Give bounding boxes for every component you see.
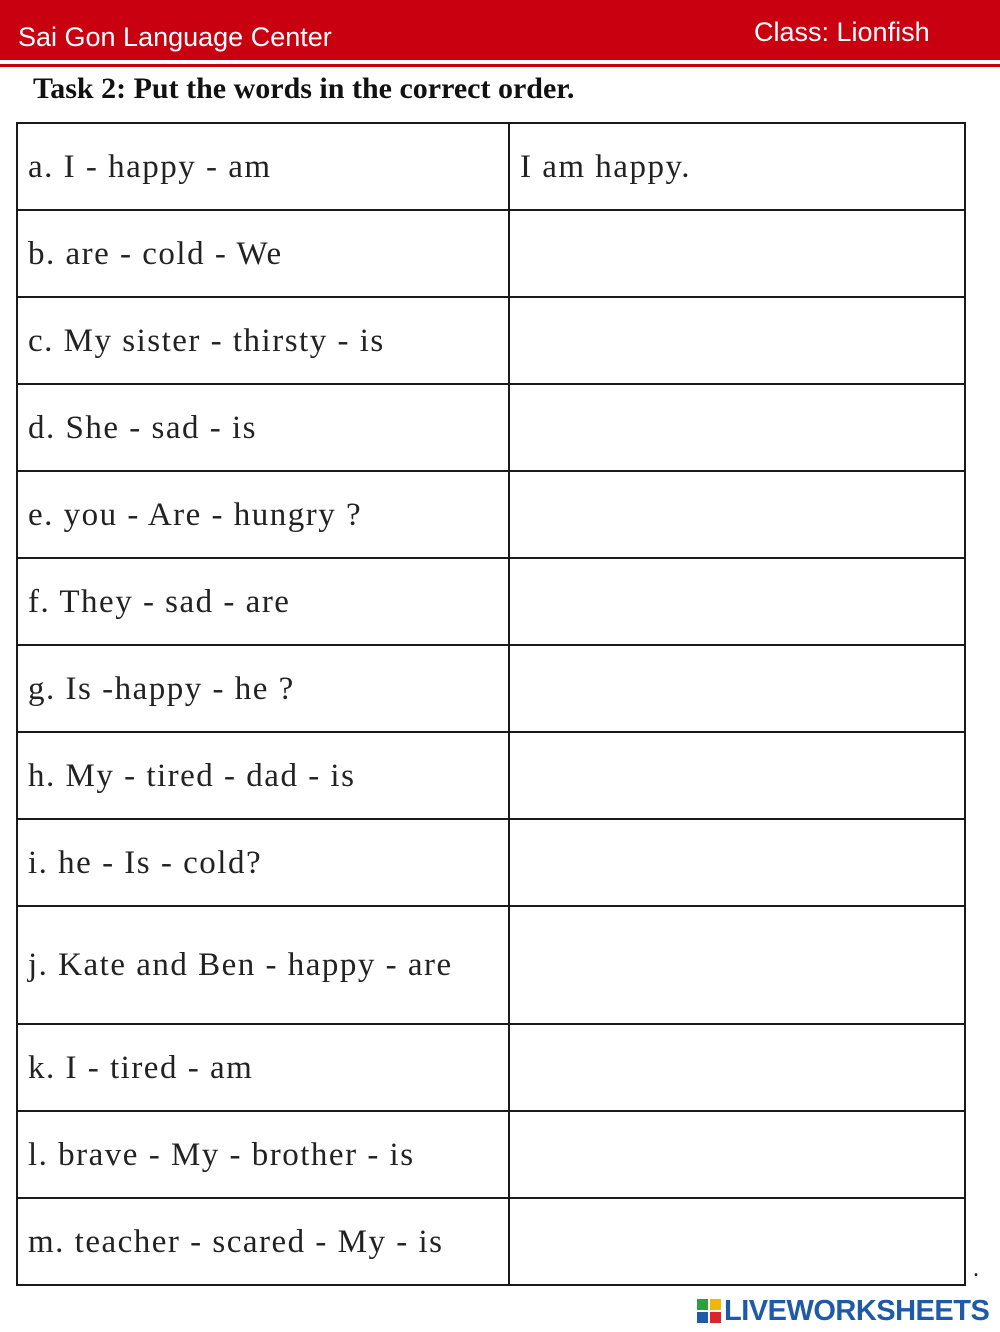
table-row bbox=[17, 210, 965, 297]
prompt-cell: h. My - tired - dad - is bbox=[17, 732, 509, 819]
prompt-cell: m. teacher - scared - My - is bbox=[17, 1198, 509, 1285]
answer-field[interactable] bbox=[509, 210, 965, 297]
prompt-cell: l. brave - My - brother - is bbox=[17, 1111, 509, 1198]
answer-field[interactable]: I am happy. bbox=[509, 123, 965, 210]
table-row bbox=[17, 1198, 965, 1285]
prompt-cell: k. I - tired - am bbox=[17, 1024, 509, 1111]
prompt-cell: g. Is -happy - he ? bbox=[17, 645, 509, 732]
answer-field[interactable] bbox=[509, 1111, 965, 1198]
logo-text: LIVEWORKSHEETS bbox=[724, 1294, 990, 1327]
answer-field[interactable] bbox=[509, 1198, 965, 1285]
table-row bbox=[17, 906, 965, 1024]
table-row bbox=[17, 1111, 965, 1198]
table-row bbox=[17, 1024, 965, 1111]
prompt-cell: c. My sister - thirsty - is bbox=[17, 297, 509, 384]
table-row bbox=[17, 471, 965, 558]
prompt-cell: j. Kate and Ben - happy - are bbox=[17, 906, 509, 1024]
table-row bbox=[17, 558, 965, 645]
header-bar bbox=[0, 0, 1000, 60]
prompt-cell: f. They - sad - are bbox=[17, 558, 509, 645]
trailing-mark: . bbox=[973, 1256, 979, 1282]
task-title: Task 2: Put the words in the correct order. bbox=[33, 72, 575, 105]
prompt-cell: a. I - happy - am bbox=[17, 123, 509, 210]
exercise-table bbox=[16, 122, 966, 1286]
liveworksheets-logo[interactable] bbox=[697, 1296, 989, 1326]
answer-field[interactable] bbox=[509, 1024, 965, 1111]
answer-field[interactable] bbox=[509, 906, 965, 1024]
liveworksheets-logo-icon bbox=[697, 1299, 721, 1323]
answer-field[interactable] bbox=[509, 732, 965, 819]
answer-field[interactable] bbox=[509, 297, 965, 384]
table-row bbox=[17, 123, 965, 210]
prompt-cell: d. She - sad - is bbox=[17, 384, 509, 471]
table-row bbox=[17, 819, 965, 906]
table-row bbox=[17, 732, 965, 819]
answer-field[interactable] bbox=[509, 471, 965, 558]
answer-field[interactable] bbox=[509, 558, 965, 645]
prompt-cell: b. are - cold - We bbox=[17, 210, 509, 297]
header-divider bbox=[0, 64, 1000, 67]
answer-field[interactable] bbox=[509, 645, 965, 732]
table-row bbox=[17, 645, 965, 732]
center-name: Sai Gon Language Center bbox=[18, 22, 332, 52]
answer-field[interactable] bbox=[509, 384, 965, 471]
prompt-cell: e. you - Are - hungry ? bbox=[17, 471, 509, 558]
class-label: Class: Lionfish bbox=[754, 17, 930, 47]
table-row bbox=[17, 297, 965, 384]
table-row bbox=[17, 384, 965, 471]
answer-field[interactable] bbox=[509, 819, 965, 906]
prompt-cell: i. he - Is - cold? bbox=[17, 819, 509, 906]
